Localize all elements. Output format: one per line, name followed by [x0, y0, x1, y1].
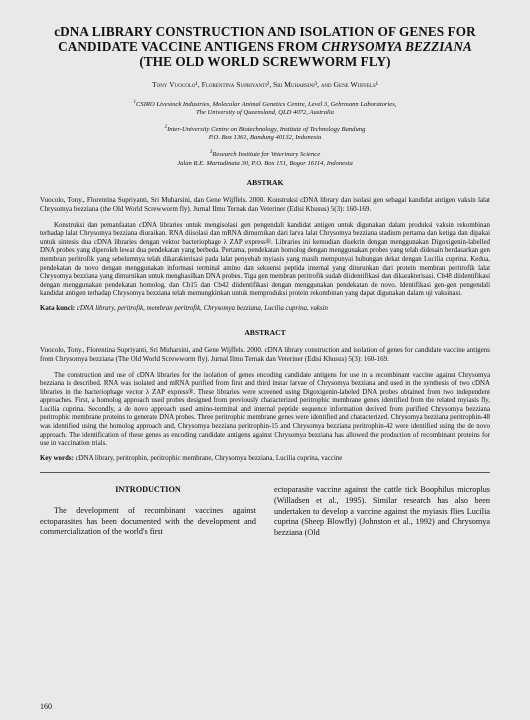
title-line-1: cDNA LIBRARY CONSTRUCTION AND ISOLATION OF GENES FOR — [54, 24, 476, 39]
affiliation-1-line-2: The University of Queensland, QLD 4072, Australia — [196, 109, 334, 117]
paper-title — [40, 24, 490, 69]
affiliation-2 — [40, 124, 490, 142]
affiliations — [40, 99, 490, 168]
affiliation-1 — [40, 99, 490, 117]
abstrak-keywords-text: cDNA library, peritrofik, membran peritrofik, Chrysomya bezziana, Lucilia cuprina, vaksin — [75, 304, 329, 312]
affiliation-3 — [40, 149, 490, 167]
affiliation-1-line-1: CSIRO Livestock Industries, Molecular Animal Genetics Centre, Level 3, Gehrmann Laboratories, — [136, 101, 397, 109]
page-number: 160 — [40, 702, 52, 711]
abstract-citation: Vuocolo, Tony., Florentina Supriyanti, Sri Muharsini, and Gene Wijffels. 2000. cDNA library construction and isolation of genes for candidate vaccine antigens from Chrysomya bezziana (The Old World Screwworm fly). Jurnal Ilmu Ternak dan Veteriner (Edisi Khusus) 5(3): 160-169. — [40, 345, 490, 363]
title-species: CHRYSOMYA BEZZIANA — [321, 39, 472, 54]
abstrak-heading: ABSTRAK — [246, 177, 284, 187]
author-list: Tony Vuocolo¹, Florentina Supriyanti², Sri Muharsini³, and Gene Wijffels¹ — [151, 80, 379, 89]
left-column — [40, 485, 256, 538]
title-line-2a: CANDIDATE VACCINE ANTIGENS FROM — [58, 39, 322, 54]
introduction-paragraph-left: The development of recombinant vaccines against ectoparasites has been documented with the development and commercialization of the world's first — [40, 506, 256, 537]
abstrak-keywords — [40, 305, 490, 314]
abstract-keywords — [40, 455, 490, 464]
abstract-body: The construction and use of cDNA libraries for the isolation of genes encoding candidate antigens for use in a recombinant vaccine against Chrysomya bezziana is described. RNA was isolated and mRNA purified from first and third instar larvae of Chrysomya bezziana and used in the synthesis of two cDNA libraries in the bacteriophage vector λ ZAP express®. These libraries were screened using Digoxigenin-labeled DNA probes obtained from two independent approaches. First, a homolog approach used probes designed from previously characterized peritrophic membrane genes identified from the related myiasis fly, Lucilia cuprina. Secondly, a de novo approach used amino-terminal and internal peptide sequence information derived from purified Chrysomya bezziana peritrophic membrane proteins to generate DNA probes. Three peritrophic membrane genes were identified and characterized. Chrysomya bezziana peritrophin-48 was identified using the homolog approach and, Chrysomya bezziana peritrophin-15 and Chrysomya bezziana peritrophin-42 were identified using the de novo approach. The identification of these genes as encoding candidate antigens against Chrysomya bezziana has allowed the production of recombinant proteins for use in vaccination trials. — [40, 371, 490, 448]
abstrak-citation: Vuocolo, Tony., Florentina Supriyanti, Sri Muharsini, dan Gene Wijffels. 2000. Konstruksi cDNA library dan isolasi gen sebagai kandidat antigen vaksin lalat Chrysomya bezziana (the Old World Screwworm fly). Jurnal Ilmu Ternak dan Veteriner (Edisi Khusus) 5(3): 160-169. — [40, 195, 490, 213]
introduction-heading: INTRODUCTION — [115, 485, 181, 495]
abstract-keywords-text: cDNA library, peritrophin, peritrophic membrane, Chrysomya bezziana, Lucilia cuprina, vaccine — [73, 454, 343, 462]
abstract-keywords-label: Key words: — [40, 454, 74, 462]
affiliation-1-sup: 1 — [133, 100, 137, 105]
introduction-paragraph-right: ectoparasite vaccine against the cattle tick Boophilus microplus (Willadsen et al., 1995). Similar research has also been undertaken to develop a vaccine against the myiasis flies Lucilia cuprina (Sheep Blowfly) (Johnston et al., 1992) and Chrysomya bezziana (Old — [274, 485, 490, 537]
affiliation-2-line-1: Inter-University Centre on Biotechnology, Institute of Technology Bandung — [167, 126, 366, 134]
affiliation-2-sup: 2 — [164, 125, 168, 131]
title-line-3: (THE OLD WORLD SCREWWORM FLY) — [139, 54, 391, 69]
abstrak-body: Konstruksi dan pemanfaatan cDNA libraries untuk mengisolasi gen pengendali kandidat antigen untuk digunakan dalam produksi vaksin rekombinan terhadap lalat Chrysomya bezziana diuraikan. RNA diisolasi dan mRNA dimurnikan dari larva lalat Chrysomya bezziana stadium pertama dan ketiga dan dipakai untuk sintesis dua cDNA libraries dengan vektor bacteriophage λ ZAP express®. Libraries ini kemudian disekrin dengan menggunakan Digoxigenin-labelled DNA probes yang diperoleh lewat dua pendekatan yang berbeda. Pertama, pendekatan homolog dengan menggunakan probes yang telah didesain berdasarkan gen membran peritrofik yang sebelumnya telah dikarakterisasi pada lalat penyebab myiasis yang masih mempunyai hubungan dekat dengan Lucilia cuprina. Kedua, pendekatan de novo dengan menggunakan informasi terminal amino dan sekuensi peptida internal yang diturunkan dari protein membran peritrofik lalat Chrysomya bezziana yang dimurnikan untuk menghasilkan DNA probes. Tiga gen membran peritrofik sudah diidentifikasi dan dikarakterisasi. Cb48 diidentifikasi dengan menggunakan pendekatan homolog, dan Cb15 dan Cb42 diidentifikasi dengan menggunakan pendekatan de novo. Identifikasi gen-gen pengendali kandidat antigen terhadap Chrysomya bezziana telah memungkinkan untuk memproduksi protein rekombinan yang dapat digunakan dalam uji vaksinasi. — [40, 221, 490, 298]
body-columns — [40, 485, 490, 538]
affiliation-3-line-2: Jalan R.E. Martadinata 30, P.O. Box 151, Bogor 16114, Indonesia — [177, 159, 353, 167]
abstrak-keywords-label: Kata kunci: — [40, 304, 76, 312]
abstract-heading: ABSTRACT — [244, 327, 286, 337]
affiliation-2-line-2: P.O. Box 1361, Bandung 40132, Indonesia — [208, 134, 322, 142]
section-divider — [40, 472, 490, 473]
title-line-2 — [40, 39, 490, 54]
affiliation-3-sup: 3 — [209, 150, 213, 156]
right-column — [274, 485, 490, 538]
affiliation-3-line-1: Research Institute for Veterinary Science — [212, 151, 321, 159]
